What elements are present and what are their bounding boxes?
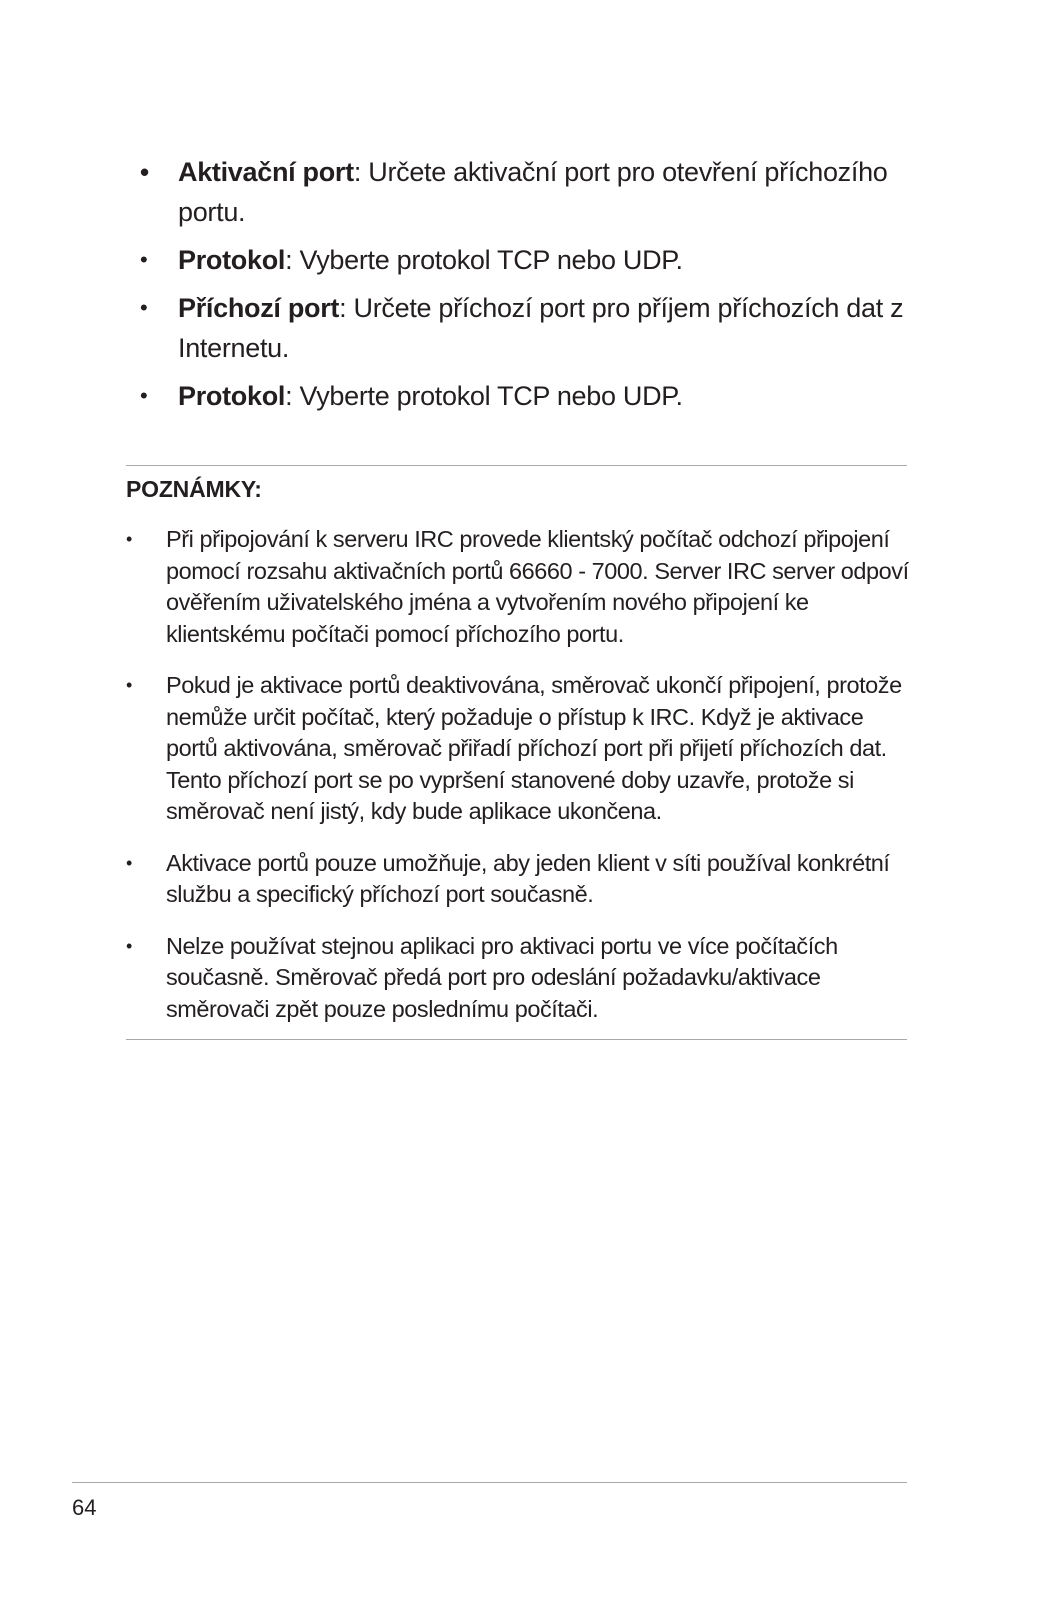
note-text: Nelze používat stejnou aplikaci pro aktivaci portu ve více počítačích současně. Směrovač předá port pro odeslání požadavku/aktivace směrovači zpět pouze poslednímu počítači.: [166, 932, 838, 1022]
notes-bottom-divider: [126, 1039, 907, 1040]
term-description: : Vyberte protokol TCP nebo UDP.: [285, 245, 683, 275]
term-label: Příchozí port: [178, 293, 340, 323]
term-description: : Určete příchozí port pro příjem příchozích dat z Internetu.: [178, 293, 904, 363]
term-label: Protokol: [178, 381, 286, 411]
list-item-protocol-2: [140, 376, 930, 416]
list-item-incoming-port: [140, 288, 930, 368]
page-number: 64: [72, 1495, 97, 1520]
term-label: Aktivační port: [178, 157, 354, 187]
notes-top-divider: [126, 465, 907, 466]
term-description: : Určete aktivační port pro otevření příchozího portu.: [178, 157, 888, 227]
notes-list: [126, 524, 916, 1045]
bullet-icon: •: [140, 157, 149, 187]
footer-divider: [72, 1482, 907, 1483]
note-text: Aktivace portů pouze umožňuje, aby jeden klient v síti používal konkrétní službu a specifický příchozí port současně.: [166, 849, 890, 907]
term-description: : Vyberte protokol TCP nebo UDP.: [285, 381, 683, 411]
note-text: Pokud je aktivace portů deaktivována, směrovač ukončí připojení, protože nemůže určit počítač, který požaduje o přístup k IRC. Když je aktivace portů aktivována, směrovač přiřadí příchozí port při přijetí příchozích dat. Tento příchozí port se po vypršení stanovené doby uzavře, protože si směrovač není jistý, kdy bude aplikace ukončena.: [166, 672, 902, 824]
list-item-protocol: [140, 240, 930, 280]
note-item: [126, 524, 916, 650]
notes-heading: POZNÁMKY:: [126, 476, 262, 502]
note-item: [126, 670, 916, 828]
note-item: [126, 848, 916, 911]
term-label: Protokol: [178, 245, 286, 275]
note-text: Při připojování k serveru IRC provede klientský počítač odchozí připojení pomocí rozsahu aktivačních portů 66660 - 7000. Server IRC server odpoví ověřením uživatelského jména a vytvořením nového připojení ke klientskému počítači pomocí příchozího portu.: [166, 526, 909, 647]
bullet-icon: •: [126, 675, 132, 695]
main-bullet-list: [140, 152, 930, 424]
bullet-icon: •: [140, 247, 148, 272]
bullet-icon: •: [140, 383, 148, 408]
bullet-icon: •: [140, 295, 148, 320]
bullet-icon: •: [126, 852, 132, 873]
list-item-activation-port: [140, 152, 930, 232]
note-item: [126, 931, 916, 1026]
bullet-icon: •: [126, 935, 132, 956]
bullet-icon: •: [126, 529, 132, 549]
